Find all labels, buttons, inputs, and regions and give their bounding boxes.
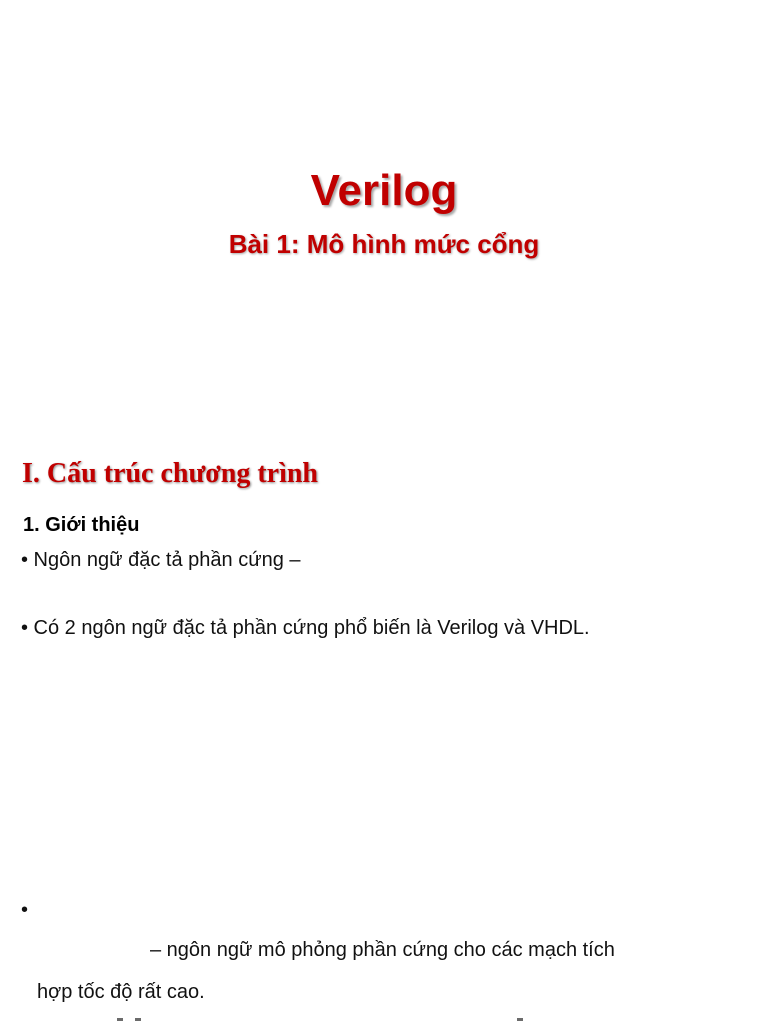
- bullet-item: •: [21, 899, 29, 921]
- section-heading: I. Cấu trúc chương trình: [22, 458, 318, 489]
- cut-off-text-line: [37, 1013, 737, 1024]
- cut-off-glyph: [117, 1018, 123, 1021]
- bullet-item: • Ngôn ngữ đặc tả phần cứng –: [21, 549, 301, 571]
- continuation-line: hợp tốc độ rất cao.: [37, 981, 205, 1003]
- cut-off-glyph: [135, 1018, 141, 1021]
- slide-subtitle: Bài 1: Mô hình mức cổng: [228, 229, 540, 259]
- cut-off-glyph: [517, 1018, 523, 1021]
- continuation-line: – ngôn ngữ mô phỏng phần cứng cho các mạch tích: [150, 939, 615, 961]
- section-subheading: 1. Giới thiệu: [23, 514, 140, 536]
- bullet-item: • Có 2 ngôn ngữ đặc tả phần cứng phổ biến là Verilog và VHDL.: [21, 617, 590, 639]
- slide-title: Verilog: [310, 166, 458, 215]
